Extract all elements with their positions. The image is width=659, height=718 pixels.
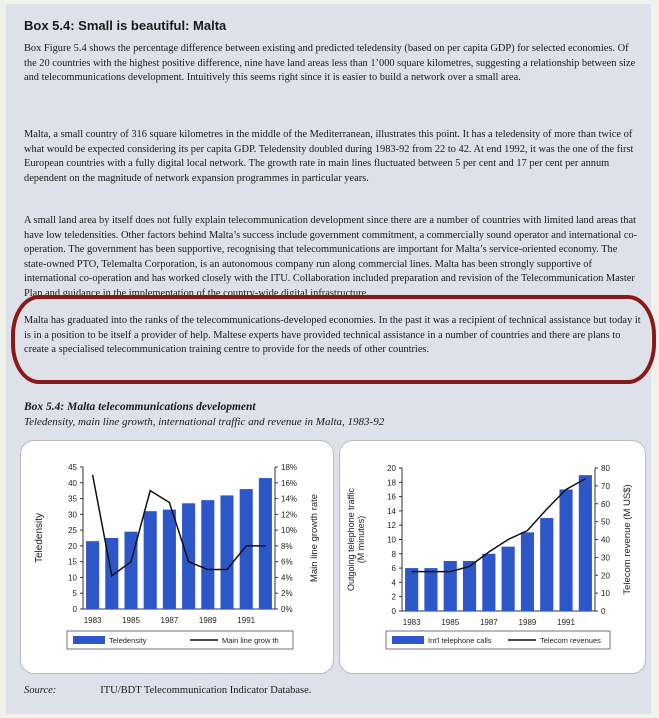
y-tick-label-left: 18 [387,478,396,488]
paragraph-4: Malta has graduated into the ranks of the telecommunications-developed economies. In the past it was a recipient of technical assistance but today it is in a position to be itself a provider of help. Maltese experts have provided technical assistance in a number of countries and there are plans to create a specialised telecommunication training centre to provide for the needs of other countries. [24,315,641,356]
bar-1988 [182,503,195,609]
series-line [93,475,266,576]
x-tick-label: 1991 [557,618,575,627]
y-tick-label-left: 5 [72,589,77,599]
y-tick-label-right: 50 [601,517,610,527]
y-tick-label-right: 10 [601,589,610,599]
y-tick-label-right: 2% [281,589,293,599]
y-tick-label-left: 2 [391,592,396,602]
y-axis-label-left: Teledensity [34,512,45,564]
y-tick-label-left: 12 [387,521,396,531]
bar-1989 [201,500,214,609]
y-tick-label-right: 60 [601,499,610,509]
hand-drawn-highlight-ring [11,295,656,384]
y-tick-label-right: 0% [281,605,293,614]
y-tick-label-left: 15 [68,557,77,567]
y-tick-label-right: 16% [281,478,298,488]
figure-subtitle: Teledensity, main line growth, international traffic and revenue in Malta, 1983-92 [24,416,385,428]
y-tick-label-left: 25 [68,526,77,536]
bar-1990 [540,518,553,611]
bar-1992 [579,475,592,611]
x-tick-label: 1985 [441,618,460,627]
legend-label-line: Main line grow th [222,636,279,645]
y-axis-label-right: Main line growth rate [309,493,320,583]
bar-1991 [240,489,253,609]
y-tick-label-right: 4% [281,573,293,583]
x-tick-label: 1991 [237,616,256,625]
x-tick-label: 1987 [160,616,179,625]
y-tick-label-right: 80 [601,464,610,473]
box-title: Box 5.4: Small is beautiful: Malta [24,18,227,33]
y-tick-label-right: 8% [281,541,293,551]
bar-1983 [405,568,418,611]
bar-1983 [86,541,99,609]
paragraph-3: A small land area by itself does not fully explain telecommunication development since there are a number of countries with limited land areas that have low teledensities. Other factors behind Malta’s success include government commitment, a commercially sound operator and international co-operation. The government has been supportive, recognising that telecommunications are important for Malta’s service-oriented economy. The state-owned PTO, Telemalta Corporation, is an autonomous company run along commercial lines. Malta has been strongly supportive of international co-operation and has worked closely with the ITU. Collaboration included preparation and revision of the Telecommunication Master Plan and guidance in the implementation of the country-wide digital infrastructure. [24,215,638,299]
y-tick-label-right: 12% [281,510,298,520]
figure-title: Box 5.4: Malta telecommunications development [24,401,256,413]
y-tick-label-left: 20 [68,541,77,551]
bar-1986 [144,511,157,609]
y-tick-label-left: 0 [391,607,396,616]
legend-label-line: Telecom revenues [540,636,601,645]
y-tick-label-left: 35 [68,494,77,504]
bar-1989 [521,532,534,611]
y-tick-label-left: 10 [387,535,396,545]
y-tick-label-left: 45 [68,463,77,472]
chart-panel-teledensity [20,440,334,674]
y-tick-label-right: 20 [601,571,610,581]
y-tick-label-left: 14 [387,506,396,516]
y-tick-label-left: 40 [68,478,77,488]
source-text: ITU/BDT Telecommunication Indicator Database. [100,685,312,696]
bar-1985 [444,561,457,611]
source-label: Source: [24,685,57,696]
bar-1992 [259,478,272,609]
y-tick-label-left: 8 [391,549,396,559]
y-tick-label-left: 6 [391,564,396,574]
document-page [6,4,651,714]
y-tick-label-right: 30 [601,553,610,563]
y-axis-label-right: Telecom revenue (M US$) [622,484,633,595]
legend-label-bar: Int'l telephone calls [428,636,492,645]
y-tick-label-left: 0 [72,605,77,614]
legend-swatch-bar [392,636,424,644]
paragraph-1: Box Figure 5.4 shows the percentage difference between existing and predicted teledensity (based on per capita GDP) for selected economies. Of the 20 countries with the highest positive difference, nine have land areas less than 1’000 square kilometres, suggesting a relationship between size and telecommunications development. Intuitively this seems right since it is easier to build a network over a small area. [24,43,636,84]
x-tick-label: 1983 [83,616,102,625]
bar-1990 [220,495,233,609]
y-tick-label-left: 10 [68,573,77,583]
y-tick-label-left: 16 [387,492,396,502]
bar-1986 [463,561,476,611]
source-note [24,685,311,696]
paragraph-2: Malta, a small country of 316 square kilometres in the middle of the Mediterranean, illustrates this point. It has a teledensity of more than twice of what would be expected considering its per capita GDP. Teledensity doubled during 1983-92 from 22 to 42. At end 1992, it was the one of the first European countries with a fully digital local network. The growth rate in main lines fluctuated between 5 per cent and 17 per cent per annum dependent on the magnitude of network expansion programmes in particular years. [24,129,634,184]
y-tick-label-left: 4 [391,578,396,588]
y-tick-label-left: 20 [387,464,396,473]
x-tick-label: 1987 [479,618,498,627]
x-tick-label: 1989 [518,618,537,627]
y-axis-label-left-line: Outgoing telephone traffic [346,488,356,591]
series-line [412,479,586,572]
y-tick-label-right: 18% [281,463,298,472]
y-tick-label-right: 0 [601,607,606,616]
y-tick-label-right: 14% [281,494,298,504]
x-tick-label: 1983 [402,618,421,627]
bar-1984 [424,568,437,611]
chart-panel-traffic [339,440,646,674]
y-tick-label-right: 70 [601,481,610,491]
x-tick-label: 1989 [198,616,217,625]
chart-traffic-revenue [340,441,645,673]
y-tick-label-left: 30 [68,510,77,520]
y-tick-label-right: 6% [281,557,293,567]
y-tick-label-right: 40 [601,535,610,545]
legend-swatch-bar [73,636,105,644]
y-tick-label-right: 10% [281,526,298,536]
bar-1987 [163,510,176,609]
y-axis-label-left-line: (M minutes) [356,515,366,564]
chart-teledensity [21,441,333,673]
legend-label-bar: Teledensity [109,636,147,645]
bar-1991 [559,489,572,611]
bar-1987 [482,554,495,611]
bar-1988 [502,547,515,611]
x-tick-label: 1985 [122,616,140,625]
